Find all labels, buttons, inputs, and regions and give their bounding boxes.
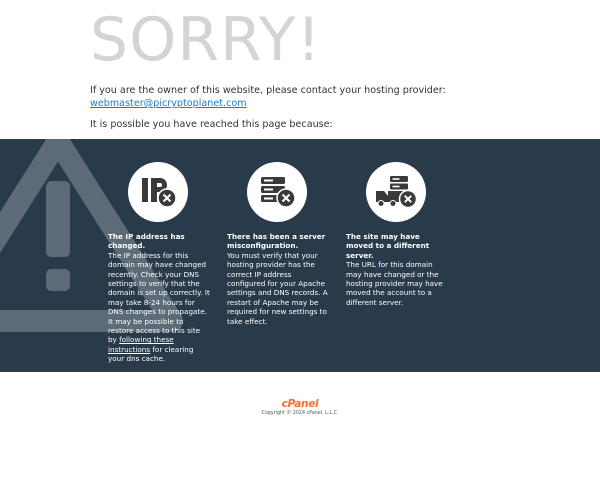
reason-title: There has been a server misconfiguration. xyxy=(227,232,326,251)
page-title: SORRY! xyxy=(90,5,322,75)
reason-title: The site may have moved to a different server. xyxy=(346,232,430,260)
reason-text: The URL for this domain may have changed or the hosting provider may have moved the account to a different server. xyxy=(346,260,443,307)
reason-icon-circle xyxy=(247,162,307,222)
cpanel-logo[interactable]: cPanel xyxy=(281,398,319,410)
reason-text: The IP address for this domain may have changed recently. Check your DNS settings to verify that the domain is set up correctly. It may take 8-24 hours for DNS changes to propagate. It may be possible to restore access to this site by following these instructions for clearing your dns cache. xyxy=(108,250,210,364)
server-error-icon xyxy=(257,174,297,210)
footer xyxy=(0,398,600,418)
reason-server-misconfiguration xyxy=(227,162,329,326)
reason-icon-circle xyxy=(128,162,188,222)
ip-address-icon xyxy=(138,174,178,210)
copyright-text: Copyright © 2024 cPanel, L.L.C. xyxy=(261,411,339,416)
owner-notice-text: If you are the owner of this website, please contact your hosting provider: xyxy=(90,85,446,96)
reason-title: The IP address has changed. xyxy=(108,232,185,251)
webmaster-email-link[interactable]: webmaster@picryptoplanet.com xyxy=(90,98,247,109)
reasons-band xyxy=(0,139,600,372)
server-moved-icon xyxy=(374,174,418,210)
reason-intro: It is possible you have reached this page because: xyxy=(90,119,333,130)
reason-icon-circle xyxy=(366,162,426,222)
dns-cache-instructions-link[interactable]: following these instructions xyxy=(108,335,174,354)
reason-server-moved xyxy=(346,162,448,307)
owner-notice xyxy=(90,84,530,110)
reason-text: You must verify that your hosting provider has the correct IP address configured for your Apache settings and DNS records. A restart of Apache may be required for new settings to take effect. xyxy=(227,250,328,326)
reason-ip-changed xyxy=(108,162,210,364)
